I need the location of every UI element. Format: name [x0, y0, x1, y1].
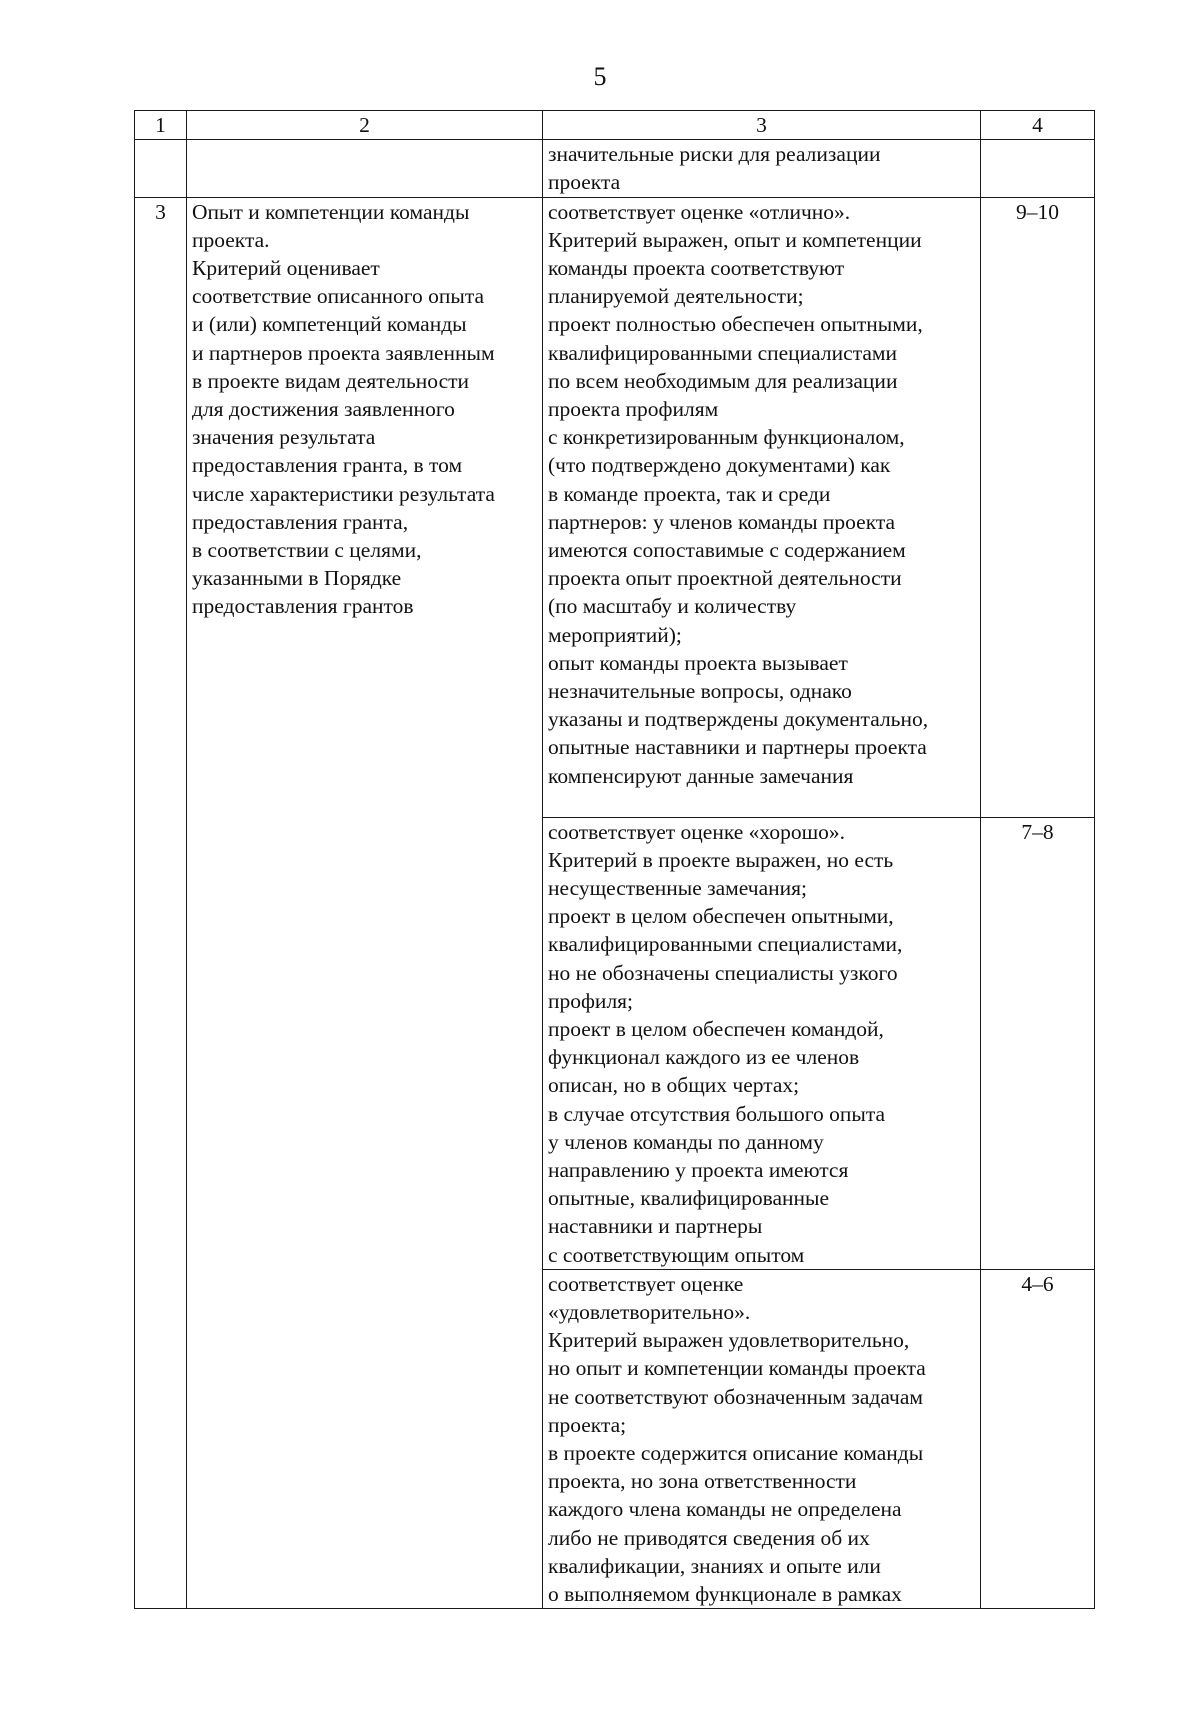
- header-row: [135, 111, 1095, 140]
- rating-line: имеются сопоставимые с содержанием: [548, 538, 906, 563]
- header-cell-4: 4: [981, 111, 1095, 140]
- rating-description-good: [543, 817, 981, 1269]
- rating-line: по всем необходимым для реализации: [548, 368, 898, 393]
- criterion-line: в проекте видам деятельности: [192, 368, 470, 393]
- rating-line: в команде проекта, так и среди: [548, 481, 831, 506]
- rating-line: не соответствуют обозначенным задачам: [548, 1384, 923, 1409]
- score-satisfactory: 4–6: [981, 1269, 1095, 1608]
- rating-line: проект в целом обеспечен командой,: [548, 1017, 884, 1042]
- rating-line: квалифицированными специалистами: [548, 340, 898, 365]
- rating-line: «удовлетворительно».: [548, 1300, 751, 1325]
- rating-line: несущественные замечания;: [548, 876, 807, 901]
- criteria-table: [134, 110, 1095, 1609]
- criterion-line: Критерий оценивает: [192, 256, 380, 281]
- rating-line: соответствует оценке «отлично».: [548, 199, 851, 224]
- criterion-number: 3: [135, 197, 187, 1609]
- rating-line: соответствует оценке: [548, 1271, 744, 1296]
- rating-line: соответствует оценке «хорошо».: [548, 819, 846, 844]
- criterion-line: числе характеристики результата: [192, 481, 495, 506]
- rating-line: проекта профилям: [548, 397, 719, 422]
- criterion-line: Опыт и компетенции команды: [192, 199, 470, 224]
- criterion-line: значения результата: [192, 425, 376, 450]
- rating-line: проекта;: [548, 1412, 627, 1437]
- header-cell-3: 3: [543, 111, 981, 140]
- rating-line: но опыт и компетенции команды проекта: [548, 1356, 926, 1381]
- criterion-line: и партнеров проекта заявленным: [192, 340, 495, 365]
- rating-line: Критерий выражен удовлетворительно,: [548, 1328, 910, 1353]
- rating-line: Критерий выражен, опыт и компетенции: [548, 227, 922, 252]
- rating-line: каждого члена команды не определена: [548, 1497, 902, 1522]
- rating-line: (что подтверждено документами) как: [548, 453, 891, 478]
- criterion-line: для достижения заявленного: [192, 397, 455, 422]
- rating-line: с соответствующим опытом: [548, 1242, 805, 1267]
- rating-line: профиля;: [548, 988, 634, 1013]
- rating-line: наставники и партнеры: [548, 1214, 763, 1239]
- rating-line: квалификации, знаниях и опыте или: [548, 1553, 881, 1578]
- score-good: 7–8: [981, 817, 1095, 1269]
- criterion-line: предоставления гранта, в том: [192, 453, 463, 478]
- rating-line: но не обозначены специалисты узкого: [548, 960, 898, 985]
- rating-line: планируемой деятельности;: [548, 284, 804, 309]
- criterion-line: предоставления гранта,: [192, 509, 409, 534]
- rating-line: у членов команды по данному: [548, 1129, 824, 1154]
- page-number: 5: [593, 62, 607, 91]
- rating-line: Критерий в проекте выражен, но есть: [548, 847, 894, 872]
- continued-criterion-cell: [187, 140, 543, 197]
- rating-line: с конкретизированным функционалом,: [548, 425, 905, 450]
- continued-row: [135, 140, 1095, 197]
- rating-line: партнеров: у членов команды проекта: [548, 509, 896, 534]
- criterion-line: и (или) компетенций команды: [192, 312, 467, 337]
- rating-description-satisfactory: [543, 1269, 981, 1608]
- rating-line: направлению у проекта имеются: [548, 1158, 849, 1183]
- rating-line: проект в целом обеспечен опытными,: [548, 904, 894, 929]
- continued-score-cell: [981, 140, 1095, 197]
- criterion-line: проекта.: [192, 227, 270, 252]
- rating-line: мероприятий);: [548, 622, 682, 647]
- rating-line: проект полностью обеспечен опытными,: [548, 312, 923, 337]
- rating-line: о выполняемом функционале в рамках: [548, 1582, 902, 1607]
- rating-row-excellent: [135, 197, 1095, 817]
- rating-line: указаны и подтверждены документально,: [548, 707, 929, 732]
- rating-line: опытные наставники и партнеры проекта: [548, 735, 927, 760]
- rating-line: проекта опыт проектной деятельности: [548, 566, 902, 591]
- rating-line: в случае отсутствия большого опыта: [548, 1101, 886, 1126]
- score-excellent: 9–10: [981, 197, 1095, 817]
- rating-description-excellent: [543, 197, 981, 817]
- rating-line: опыт команды проекта вызывает: [548, 650, 848, 675]
- criterion-line: в соответствии с целями,: [192, 538, 422, 563]
- rating-line: незначительные вопросы, однако: [548, 679, 852, 704]
- criterion-line: соответствие описанного опыта: [192, 284, 485, 309]
- rating-line: (по масштабу и количеству: [548, 594, 797, 619]
- rating-line: проекта, но зона ответственности: [548, 1469, 857, 1494]
- criterion-line: указанными в Порядке: [192, 566, 402, 591]
- rating-line: описан, но в общих чертах;: [548, 1073, 800, 1098]
- rating-line: квалифицированными специалистами,: [548, 932, 903, 957]
- rating-line: в проекте содержится описание команды: [548, 1441, 924, 1466]
- continued-number-cell: [135, 140, 187, 197]
- criterion-line: предоставления грантов: [192, 594, 414, 619]
- header-cell-1: 1: [135, 111, 187, 140]
- rating-line: компенсируют данные замечания: [548, 763, 854, 788]
- description-line: значительные риски для реализации: [548, 142, 881, 167]
- criterion-description: [187, 197, 543, 1609]
- continued-description-cell: [543, 140, 981, 197]
- header-cell-2: 2: [187, 111, 543, 140]
- rating-line: команды проекта соответствуют: [548, 256, 845, 281]
- rating-line: функционал каждого из ее членов: [548, 1045, 860, 1070]
- rating-line: опытные, квалифицированные: [548, 1186, 829, 1211]
- rating-line: либо не приводятся сведения об их: [548, 1525, 870, 1550]
- description-line: проекта: [548, 170, 621, 195]
